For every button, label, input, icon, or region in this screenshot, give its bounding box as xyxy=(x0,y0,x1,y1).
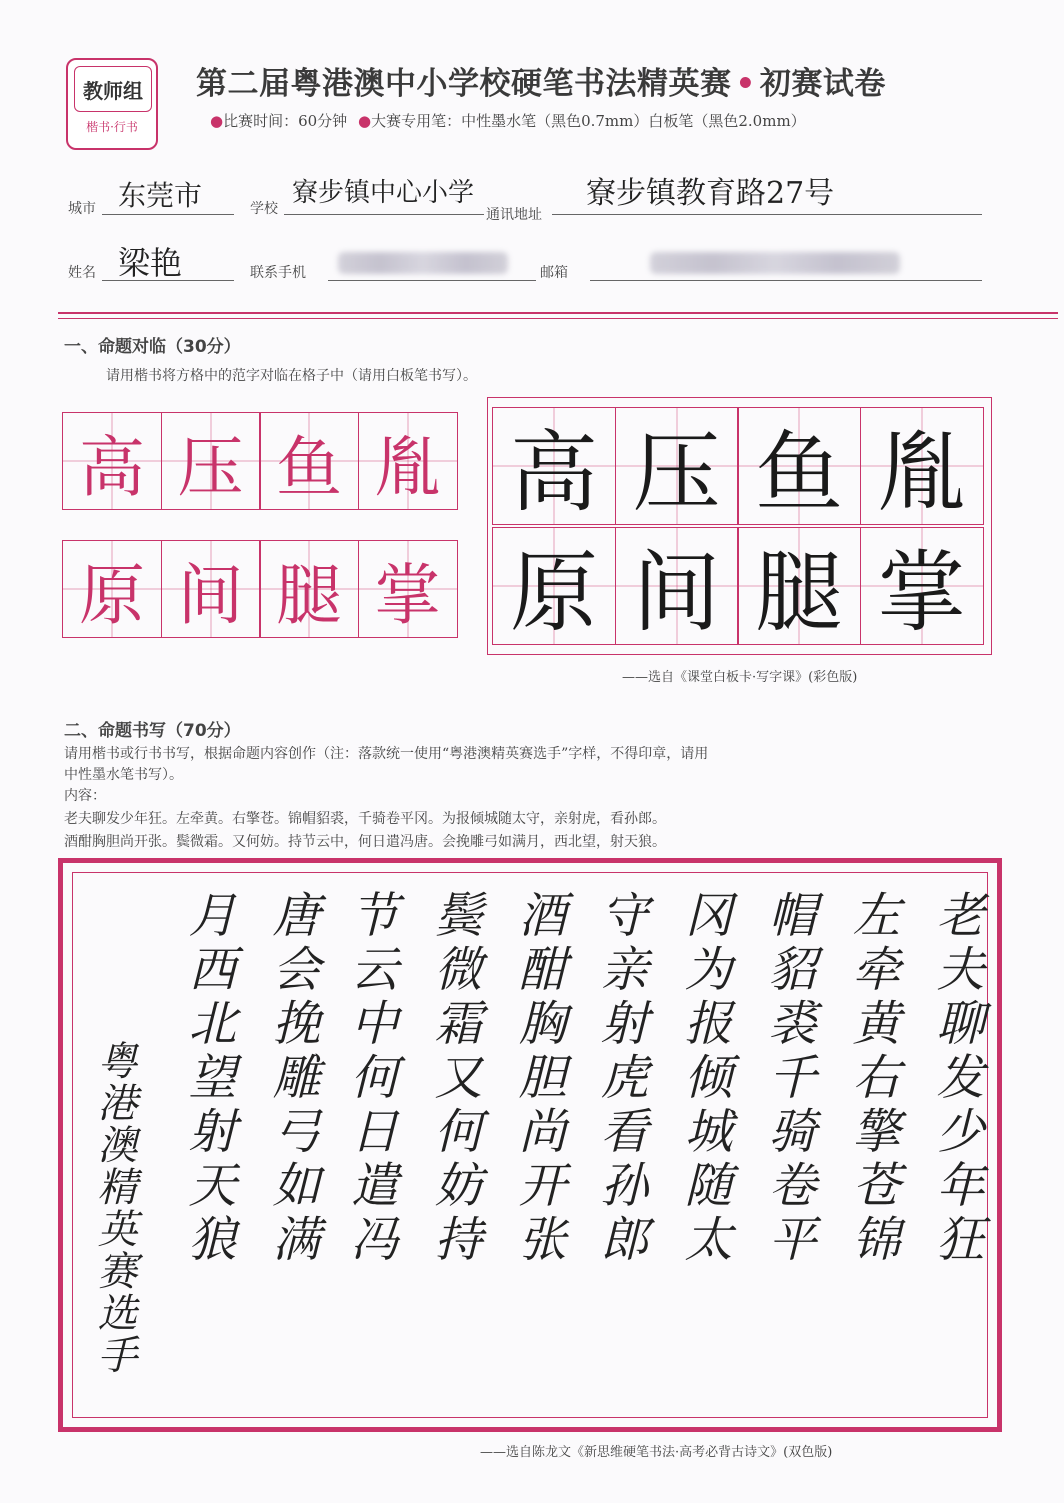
practice-cell[interactable] xyxy=(161,412,261,510)
model-cell xyxy=(492,407,616,525)
section1-heading: 一、命题对临（30分） xyxy=(64,337,241,357)
model-char: 间 xyxy=(632,541,721,644)
model-cell xyxy=(737,527,861,645)
section2-heading: 二、命题书写（70分） xyxy=(64,721,241,741)
address-value[interactable]: 寮步镇教育路27号 xyxy=(586,176,835,211)
model-cell xyxy=(860,527,984,645)
badge-style-label: 楷书·行书 xyxy=(86,120,138,134)
phone-underline xyxy=(328,280,536,281)
badge-group-label: 教师组 xyxy=(74,66,152,112)
poem-line-1: 老夫聊发少年狂。左牵黄。右擎苍。锦帽貂裘，千骑卷平冈。为报倾城随太守，亲射虎，看孙郎。 xyxy=(64,811,666,827)
title-dot: • xyxy=(735,66,756,102)
practice-cell[interactable] xyxy=(358,540,458,638)
model-char: 腿 xyxy=(754,541,843,644)
calligraphy-column: 守亲射虎看孙郎 xyxy=(592,890,648,1268)
handwritten-char: 鱼 xyxy=(276,428,342,506)
title-main: 第二届粤港澳中小学校硬笔书法精英赛 xyxy=(196,66,732,102)
handwritten-char: 原 xyxy=(79,556,145,634)
handwritten-char: 腿 xyxy=(276,556,342,634)
handwritten-char: 胤 xyxy=(374,428,441,506)
practice-cell[interactable] xyxy=(259,412,359,510)
city-value[interactable]: 东莞市 xyxy=(118,179,203,212)
practice-grid-row1[interactable] xyxy=(62,412,456,510)
practice-cell[interactable] xyxy=(62,540,162,638)
school-value[interactable]: 寮步镇中心小学 xyxy=(292,178,475,208)
model-char: 压 xyxy=(632,421,721,524)
pen-info: 大赛专用笔：中性墨水笔（黑色0.7mm）白板笔（黑色2.0mm） xyxy=(371,112,806,130)
handwritten-char: 掌 xyxy=(374,556,441,634)
model-cell xyxy=(615,527,739,645)
email-label: 邮箱 xyxy=(540,265,568,281)
calligraphy-column: 酒酣胸胆尚开张 xyxy=(510,890,566,1268)
name-underline xyxy=(102,280,234,281)
divider-rule xyxy=(58,312,1058,314)
model-char: 鱼 xyxy=(754,421,843,524)
calligraphy-column: 帽貂裘千骑卷平 xyxy=(760,890,816,1268)
divider-rule-thin xyxy=(58,318,1058,319)
calligraphy-column: 唐会挽雕弓如满 xyxy=(264,890,320,1268)
name-value[interactable]: 梁艳 xyxy=(118,244,183,282)
poem-line-2: 酒酣胸胆尚开张。鬓微霜。又何妨。持节云中，何日遣冯唐。会挽雕弓如满月，西北望，射天狼。 xyxy=(64,834,666,850)
school-underline xyxy=(284,214,484,215)
section2-instruction-2: 中性墨水笔书写）。 xyxy=(64,767,183,783)
section1-instruction: 请用楷书将方格中的范字对临在格子中（请用白板笔书写）。 xyxy=(106,368,477,384)
city-label: 城市 xyxy=(68,201,96,217)
bullet-icon: ● xyxy=(357,112,372,130)
bullet-icon: ● xyxy=(210,112,224,130)
page-title xyxy=(196,58,886,103)
exam-info xyxy=(210,110,806,131)
calligraphy-column: 老夫聊发少年狂 xyxy=(928,890,984,1268)
calligraphy-column: 左牵黄右擎苍锦 xyxy=(844,890,900,1268)
content-label: 内容： xyxy=(64,788,106,804)
group-badge xyxy=(66,58,158,150)
model-char: 掌 xyxy=(877,541,966,644)
email-underline xyxy=(590,280,982,281)
city-underline xyxy=(102,214,234,215)
calligraphy-column: 冈为报倾城随太 xyxy=(676,890,732,1268)
handwritten-char: 高 xyxy=(79,428,145,506)
section2-instruction-1: 请用楷书或行书书写，根据命题内容创作（注：落款统一使用“粤港澳精英赛选手”字样，不得印章，请用 xyxy=(64,746,709,762)
model-cell xyxy=(860,407,984,525)
handwritten-char: 压 xyxy=(177,428,244,506)
practice-grid-row2[interactable] xyxy=(62,540,456,638)
email-redacted xyxy=(650,252,900,274)
calligraphy-column: 月西北望射天狼 xyxy=(180,890,236,1268)
model-char: 高 xyxy=(509,421,598,524)
address-label: 通讯地址 xyxy=(486,207,542,223)
model-cell xyxy=(492,527,616,645)
model-cell xyxy=(615,407,739,525)
calligraphy-column: 鬓微霜又何妨持 xyxy=(426,890,482,1268)
time-info: 比赛时间：60分钟 xyxy=(223,112,348,130)
calligraphy-column: 节云中何日遣冯 xyxy=(342,890,398,1268)
phone-label: 联系手机 xyxy=(250,265,306,281)
signature-column: 粤港澳精英赛选手 xyxy=(91,1040,137,1376)
practice-cell[interactable] xyxy=(161,540,261,638)
phone-redacted xyxy=(338,252,508,274)
school-label: 学校 xyxy=(250,201,278,217)
model-char: 胤 xyxy=(877,421,966,524)
handwritten-char: 间 xyxy=(177,556,244,634)
section1-source: ——选自《课堂白板卡·写字课》(彩色版) xyxy=(622,670,858,685)
model-grid-row1 xyxy=(492,407,982,525)
model-grid-row2 xyxy=(492,527,982,645)
practice-cell[interactable] xyxy=(358,412,458,510)
model-char: 原 xyxy=(509,541,598,644)
title-end: 初赛试卷 xyxy=(759,66,886,102)
model-cell xyxy=(737,407,861,525)
practice-cell[interactable] xyxy=(62,412,162,510)
name-label: 姓名 xyxy=(68,265,96,281)
address-underline xyxy=(552,214,982,215)
practice-cell[interactable] xyxy=(259,540,359,638)
section2-source: ——选自陈龙文《新思维硬笔书法·高考必背古诗文》(双色版) xyxy=(480,1445,833,1460)
